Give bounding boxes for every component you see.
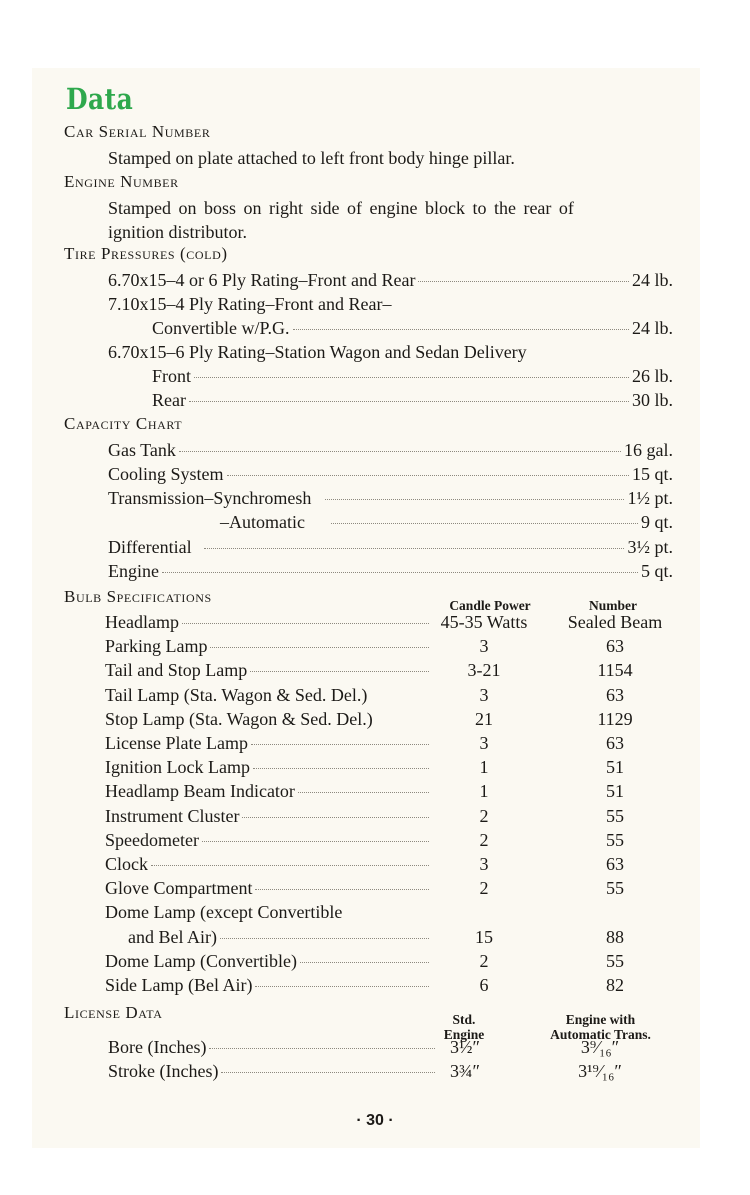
tire-row-label: Rear (152, 390, 186, 410)
bulb-number: 55 (606, 878, 624, 898)
leader-dots (151, 865, 429, 866)
leader-dots (242, 817, 429, 818)
leader-dots (250, 671, 429, 672)
bulb-candle-power: 3 (479, 685, 489, 705)
bulb-candle-power: 2 (479, 830, 489, 850)
bulb-label: Glove Compartment (105, 878, 253, 898)
bulb-row (105, 757, 432, 778)
engine-number-text-2: ignition distributor. (108, 222, 248, 242)
bulb-number: 51 (606, 757, 624, 777)
license-label: Bore (Inches) (108, 1037, 207, 1057)
tire-row-4: 6.70x15–6 Ply Rating–Station Wagon and Sedan Delivery (108, 342, 527, 362)
leader-dots (210, 647, 429, 648)
bulb-number: 1129 (597, 709, 633, 729)
capacity-value: 9 qt. (640, 512, 673, 532)
bulb-row (105, 951, 432, 972)
bulb-number: 63 (606, 854, 624, 874)
bulb-candle-power: 2 (479, 878, 489, 898)
candle-power-header: Candle Power (449, 598, 531, 613)
bulb-candle-power: 3 (479, 854, 489, 874)
leader-dots (209, 1048, 435, 1049)
license-auto-value: 3⁹⁄₁₆″ (580, 1037, 620, 1057)
capacity-row (108, 561, 673, 582)
std-engine-header-line1: Std. (452, 1012, 476, 1027)
std-engine-header-line2: Engine (443, 1027, 485, 1042)
capacity-value: 15 qt. (631, 464, 673, 484)
bulb-label: Dome Lamp (Convertible) (105, 951, 297, 971)
bulb-number: 63 (606, 685, 624, 705)
capacity-row (108, 488, 673, 509)
bulb-label: Tail and Stop Lamp (105, 660, 248, 680)
leader-dots (182, 623, 429, 624)
bulb-row (105, 685, 432, 706)
leader-dots (227, 475, 629, 476)
capacity-label: Transmission–Synchromesh (108, 488, 312, 508)
license-std-value: 3½″ (450, 1037, 480, 1057)
tire-row-value: 24 lb. (631, 318, 673, 338)
car-serial-text: Stamped on plate attached to left front body hinge pillar. (108, 148, 515, 168)
bulb-candle-power: 21 (475, 709, 493, 729)
bulb-row (105, 636, 432, 657)
capacity-row (108, 440, 673, 461)
license-row (108, 1037, 438, 1058)
license-std-value: 3¾″ (450, 1061, 480, 1081)
bulb-label: and Bel Air) (128, 927, 217, 947)
bulb-candle-power: 2 (479, 806, 489, 826)
bulb-number: Sealed Beam (567, 612, 663, 632)
license-label: Stroke (Inches) (108, 1061, 219, 1081)
bulb-row (105, 612, 432, 633)
bulb-candle-power: 2 (479, 951, 489, 971)
bulb-row (105, 733, 432, 754)
leader-dots (293, 329, 629, 330)
leader-dots (255, 986, 429, 987)
bulb-row (128, 927, 432, 948)
capacity-row (108, 537, 673, 558)
tire-row-label: Convertible w/P.G. (152, 318, 290, 338)
engine-number-heading: Engine Number (64, 172, 179, 191)
bulb-number: 51 (606, 781, 624, 801)
capacity-value: 16 gal. (624, 440, 673, 460)
bulb-candle-power: 6 (479, 975, 489, 995)
tire-row-3 (152, 318, 673, 339)
leader-dots (325, 499, 624, 500)
bulb-number: 63 (606, 733, 624, 753)
tire-row-1 (108, 270, 673, 291)
bulb-label: Headlamp Beam Indicator (105, 781, 295, 801)
bulb-label: Headlamp (105, 612, 179, 632)
bulb-label: Dome Lamp (except Convertible (105, 902, 343, 922)
leader-dots (221, 1072, 435, 1073)
license-auto-value: 3¹⁹⁄₁₆″ (578, 1061, 622, 1081)
leader-dots (418, 281, 629, 282)
bulb-label: Side Lamp (Bel Air) (105, 975, 253, 995)
bulb-row (105, 660, 432, 681)
leader-dots (331, 523, 638, 524)
leader-dots (202, 841, 429, 842)
capacity-row (220, 512, 673, 533)
bulb-label: Tail Lamp (Sta. Wagon & Sed. Del.) (105, 685, 368, 705)
bulb-number: 82 (606, 975, 624, 995)
capacity-label: Cooling System (108, 464, 224, 484)
tire-row-label: Front (152, 366, 192, 386)
bulb-label: Parking Lamp (105, 636, 208, 656)
leader-dots (300, 962, 429, 963)
bulb-number: 88 (606, 927, 624, 947)
leader-dots (253, 768, 429, 769)
bulb-row (105, 806, 432, 827)
car-serial-heading: Car Serial Number (64, 122, 211, 141)
auto-engine-header-line1: Engine with (565, 1012, 636, 1027)
tire-row-value: 30 lb. (631, 390, 673, 410)
capacity-label: –Automatic (220, 512, 305, 532)
bulb-row (105, 854, 432, 875)
tire-row-label: 6.70x15–4 or 6 Ply Rating–Front and Rear (108, 270, 416, 290)
leader-dots (162, 572, 638, 573)
capacity-value: 3½ pt. (627, 537, 673, 557)
leader-dots (220, 938, 429, 939)
tire-row-value: 26 lb. (631, 366, 673, 386)
capacity-row (108, 464, 673, 485)
auto-engine-header-line2: Automatic Trans. (550, 1027, 651, 1042)
bulb-row (105, 902, 432, 923)
capacity-heading: Capacity Chart (64, 414, 183, 433)
bulb-label: Ignition Lock Lamp (105, 757, 250, 777)
bulb-row (105, 830, 432, 851)
license-row (108, 1061, 438, 1082)
engine-number-text-1: Stamped on boss on right side of engine block to the rear of (108, 198, 574, 218)
bulb-label: Stop Lamp (Sta. Wagon & Sed. Del.) (105, 709, 373, 729)
capacity-label: Gas Tank (108, 440, 176, 460)
bulb-label: Instrument Cluster (105, 806, 240, 826)
bulb-label: License Plate Lamp (105, 733, 248, 753)
tire-pressures-heading: Tire Pressures (cold) (64, 244, 228, 263)
bulb-number: 55 (606, 806, 624, 826)
bulbs-heading: Bulb Specifications (64, 587, 212, 606)
leader-dots (179, 451, 621, 452)
tire-row-2: 7.10x15–4 Ply Rating–Front and Rear– (108, 294, 392, 314)
page-number: · 30 · (356, 1112, 394, 1129)
tire-row-value: 24 lb. (631, 270, 673, 290)
bulb-candle-power: 45-35 Watts (440, 612, 528, 632)
bulb-candle-power: 15 (475, 927, 493, 947)
bulb-candle-power: 1 (479, 781, 489, 801)
bulb-number: 63 (606, 636, 624, 656)
capacity-value: 5 qt. (640, 561, 673, 581)
bulb-row (105, 878, 432, 899)
license-heading: License Data (64, 1003, 163, 1022)
capacity-label: Engine (108, 561, 159, 581)
bulb-candle-power: 3 (479, 733, 489, 753)
leader-dots (194, 377, 629, 378)
bulb-candle-power: 3 (479, 636, 489, 656)
bulb-candle-power: 1 (479, 757, 489, 777)
bulb-row (105, 709, 432, 730)
bulb-row (105, 975, 432, 996)
leader-dots (204, 548, 625, 549)
leader-dots (255, 889, 429, 890)
page-title: Data (66, 82, 134, 116)
bulb-label: Clock (105, 854, 148, 874)
number-header: Number (589, 598, 637, 613)
tire-row-6 (152, 390, 673, 411)
tire-row-5 (152, 366, 673, 387)
bulb-number: 55 (606, 830, 624, 850)
capacity-label: Differential (108, 537, 192, 557)
bulb-label: Speedometer (105, 830, 199, 850)
bulb-candle-power: 3-21 (467, 660, 501, 680)
bulb-number: 55 (606, 951, 624, 971)
bulb-number: 1154 (597, 660, 633, 680)
bulb-row (105, 781, 432, 802)
leader-dots (189, 401, 629, 402)
leader-dots (251, 744, 429, 745)
leader-dots (298, 792, 429, 793)
capacity-value: 1½ pt. (627, 488, 673, 508)
